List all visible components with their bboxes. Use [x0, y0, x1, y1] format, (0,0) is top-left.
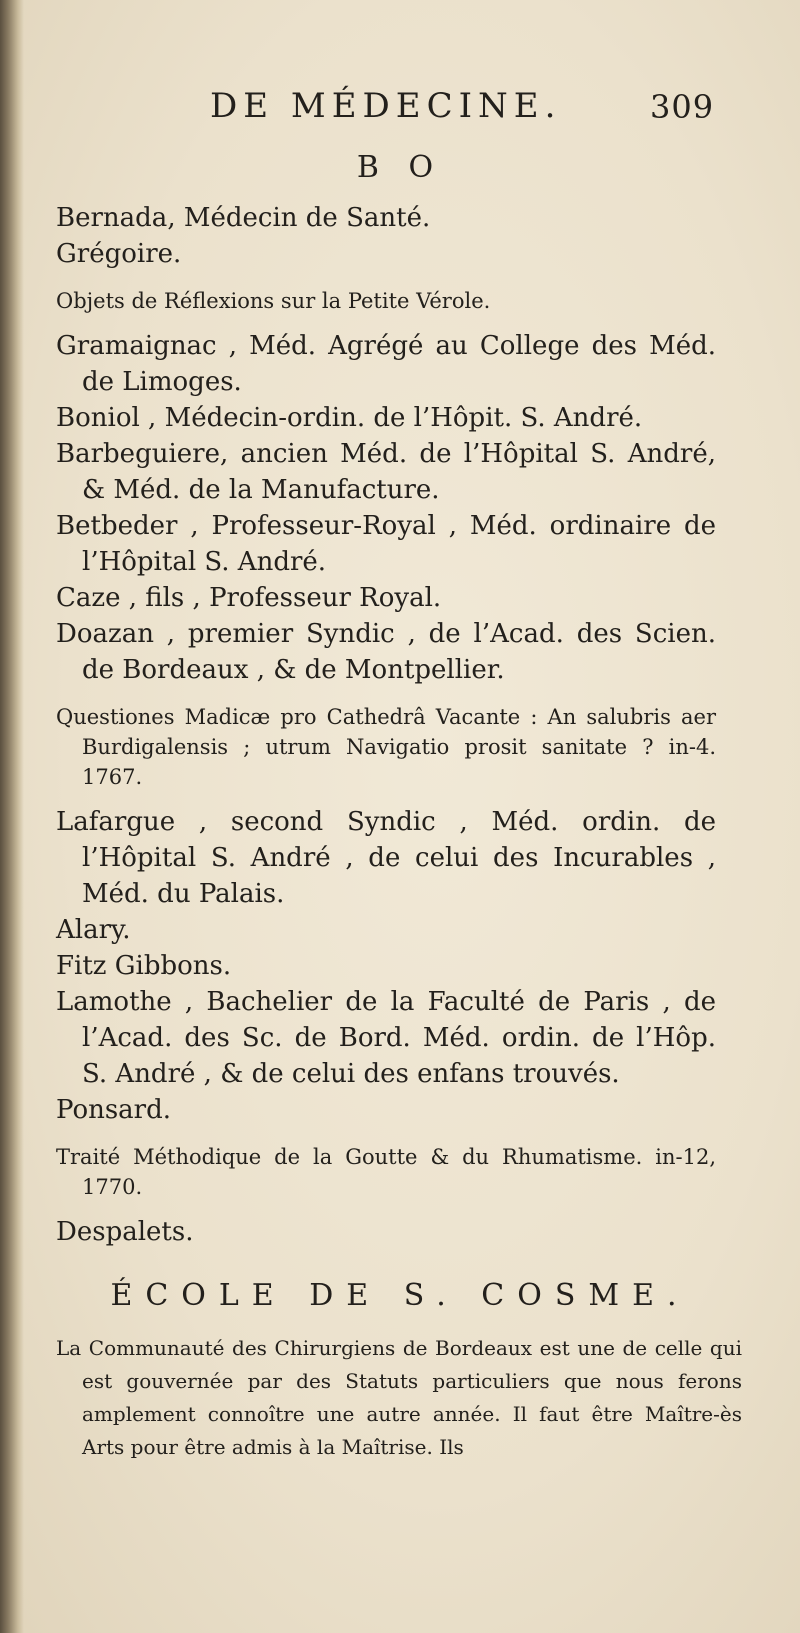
member-entry: Caze , fils , Professeur Royal. [56, 583, 442, 613]
member-entry: Lafargue , second Syndic , Méd. ordin. de l’Hôpital S. André , de celui des Incurables , Méd. du Palais. [56, 807, 716, 909]
member-entry: Barbeguiere, ancien Méd. de l’Hôpital S. André, & Méd. de la Manufacture. [56, 439, 716, 505]
school-paragraph: La Communauté des Chirurgiens de Bordeaux est une de celle qui est gouvernée par des Statuts particuliers que nous ferons amplement connoître une autre année. Il faut être Maître-ès Arts pour être admis à la Maîtrise. Ils [56, 1336, 742, 1459]
section-title: B O [356, 150, 444, 185]
publication-title: Objets de Réflexions sur la Petite Vérole. [56, 289, 491, 313]
running-head: DE MÉDECINE. [210, 86, 562, 126]
member-entry: Ponsard. [56, 1095, 172, 1125]
school-heading: ÉCOLE DE S. COSME. [110, 1278, 690, 1313]
entry-list [56, 200, 716, 1250]
member-entry: Lamothe , Bachelier de la Faculté de Paris , de l’Acad. des Sc. de Bord. Méd. ordin. de l’Hôp. S. André , & de celui des enfans trouvés. [56, 987, 716, 1089]
page-header [0, 86, 800, 126]
member-entry: Boniol , Médecin-ordin. de l’Hôpit. S. André. [56, 403, 643, 433]
member-entry: Grégoire. [56, 239, 182, 269]
member-entry: Alary. [56, 915, 131, 945]
member-entry: Betbeder , Professeur-Royal , Méd. ordinaire de l’Hôpital S. André. [56, 511, 716, 577]
member-entry: Despalets. [56, 1217, 194, 1247]
publication-title: Traité Méthodique de la Goutte & du Rhumatisme. in-12, 1770. [56, 1145, 716, 1199]
member-entry: Fitz Gibbons. [56, 951, 232, 981]
member-entry: Doazan , premier Syndic , de l’Acad. des Scien. de Bordeaux , & de Montpellier. [56, 619, 716, 685]
publication-title: Questiones Madicæ pro Cathedrâ Vacante : An salubris aer Burdigalensis ; utrum Navigatio prosit sanitate ? in-4. 1767. [56, 705, 716, 789]
page-number: 309 [650, 88, 715, 126]
member-entry: Bernada, Médecin de Santé. [56, 203, 431, 233]
page-gutter-shadow [0, 0, 24, 1633]
member-entry: Gramaignac , Méd. Agrégé au College des Méd. de Limoges. [56, 331, 716, 397]
